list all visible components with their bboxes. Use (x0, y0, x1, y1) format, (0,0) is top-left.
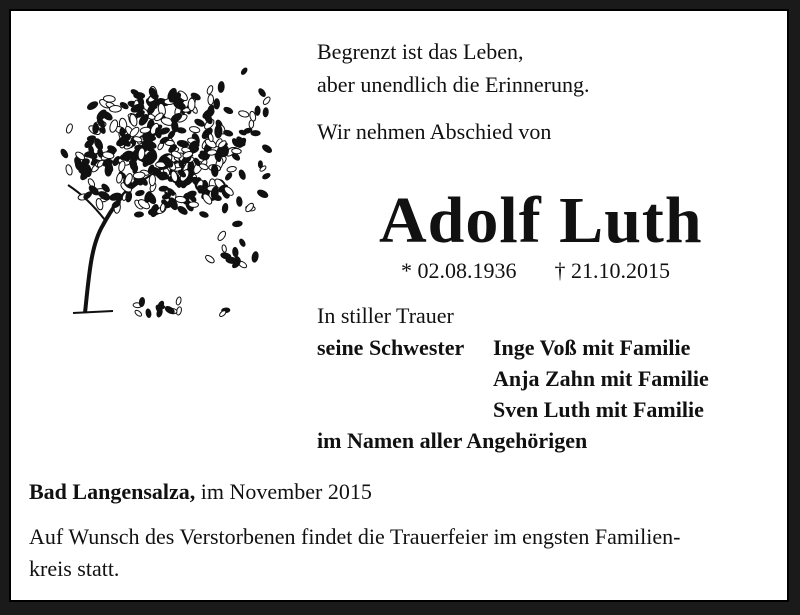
leaf-shape (255, 106, 260, 115)
leaf-shape (134, 92, 145, 99)
leaf-shape (231, 148, 241, 154)
leaf-shape (134, 212, 143, 217)
quote-line-1: Begrenzt ist das Leben, (317, 39, 524, 64)
leaf-shape (188, 98, 195, 111)
leaf-shape (60, 148, 69, 159)
leaf-shape (175, 296, 182, 305)
life-dates (401, 258, 708, 284)
place-date-line (29, 477, 372, 507)
note-line-1: Auf Wunsch des Verstorbenen findet die Trauerfeier im engsten Familien- (29, 524, 681, 549)
leaf-shape (199, 211, 209, 219)
leaf-shape (135, 190, 145, 197)
leaf-shape (238, 169, 246, 180)
leaf-shape (109, 105, 121, 112)
leaf-shape (262, 96, 271, 106)
leaf-shape (207, 149, 217, 155)
note-line-2: kreis statt. (29, 556, 120, 581)
leaf-shape (223, 146, 229, 156)
date: im November 2015 (200, 479, 372, 504)
leaf-shape (194, 118, 206, 128)
leaf-shape (232, 247, 238, 257)
leaf-shape (199, 154, 208, 159)
leaf-shape (221, 244, 227, 252)
leaf-shape (251, 131, 260, 136)
relation-label: seine Schwester (317, 335, 465, 360)
leaf-shape (86, 150, 98, 160)
leaf-shape (262, 172, 271, 180)
leaf-shape (239, 238, 247, 247)
leaf-shape (86, 100, 99, 111)
leaf-shape (236, 196, 242, 206)
leaf-shape (164, 305, 175, 315)
deceased-name: Adolf Luth (379, 184, 703, 257)
leaf-shape (223, 129, 233, 137)
city: Bad Langensalza, (29, 479, 196, 504)
leaf-shape (65, 123, 73, 134)
mourner-name-3: Sven Luth mit Familie (493, 397, 704, 422)
leaf-shape (116, 173, 124, 184)
mourner-name-1: Inge Voß mit Familie (493, 335, 691, 360)
leaf-shape (145, 309, 151, 318)
leaf-shape (206, 85, 214, 95)
leaf-shape (204, 254, 215, 264)
leaf-shape (261, 143, 273, 154)
leaf-shape (257, 88, 266, 98)
leaf-shape (222, 203, 229, 213)
leaf-shape (93, 123, 99, 134)
birth-date: * 02.08.1936 (401, 258, 517, 283)
quote-line-2: aber unendlich die Erinnerung. (317, 72, 590, 97)
leaf-shape (220, 252, 231, 260)
leaf-shape (208, 95, 214, 105)
leaf-shape (240, 67, 248, 75)
leaf-shape (159, 186, 168, 192)
leaf-shape (227, 166, 237, 173)
leaf-shape (83, 138, 95, 149)
windblown-tree-icon (33, 45, 283, 325)
all-relatives: im Namen aller Angehörigen (317, 428, 588, 453)
death-date: † 21.10.2015 (554, 258, 670, 283)
leaf-shape (238, 110, 250, 118)
leaf-shape (244, 202, 255, 213)
leaf-shape (224, 172, 233, 181)
leaf-shape (258, 161, 262, 168)
leaf-shape (139, 297, 145, 307)
leaf-shape (188, 202, 198, 208)
leaf-shape (134, 309, 143, 317)
leaf-shape (175, 181, 183, 186)
leaf-shape (65, 164, 73, 176)
leaf-shape (215, 125, 222, 138)
intro-text: Wir nehmen Abschied von (317, 119, 552, 144)
leaf-shape (263, 108, 269, 117)
leaf-shape (189, 126, 200, 134)
leaf-shape (256, 189, 269, 199)
leaf-shape (232, 221, 242, 227)
leaf-shape (83, 191, 93, 201)
leaf-shape (218, 81, 225, 92)
leaf-shape (214, 99, 220, 109)
mourners-heading: In stiller Trauer (317, 303, 454, 328)
obituary-card (9, 9, 789, 602)
leaf-shape (149, 174, 156, 186)
leaf-shape (251, 251, 259, 262)
leaf-shape (219, 310, 227, 318)
leaf-shape (216, 230, 227, 242)
mourner-name-2: Anja Zahn mit Familie (493, 366, 709, 391)
leaf-shape (223, 106, 234, 115)
